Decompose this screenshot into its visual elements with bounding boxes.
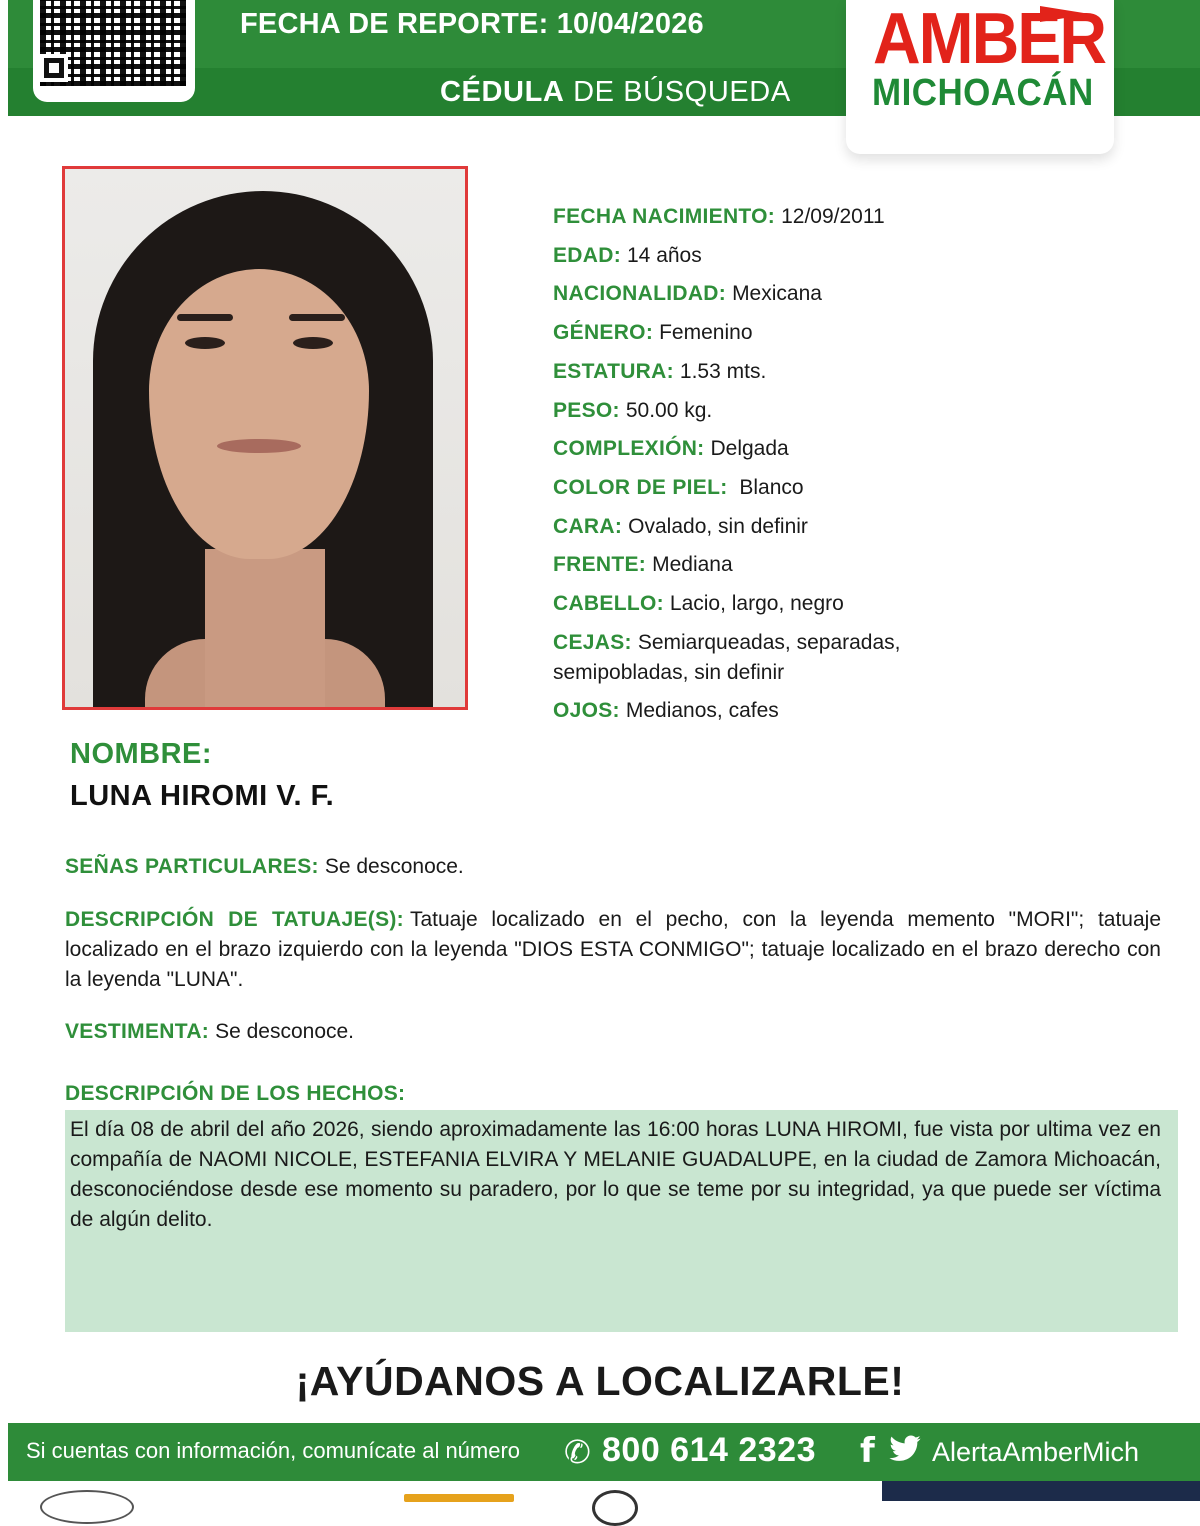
facts-description: El día 08 de abril del año 2026, siendo aproximadamente las 16:00 horas LUNA HIROMI, fue vista por ultima vez en compañía de NAOMI NICOLE, ESTEFANIA ELVIRA Y MELANIE GUADALUPE, en la ciudad de Zamora Michoacán, desconociéndose desde ese momento su paradero, por lo que se teme por su integridad, ya que puede ser víctima de algún delito. — [65, 1110, 1178, 1332]
detail-row: FRENTE: Mediana — [553, 553, 733, 577]
facts-label: DESCRIPCIÓN DE LOS HECHOS: — [65, 1082, 406, 1105]
detail-row: COLOR DE PIEL: Blanco — [553, 475, 804, 499]
detail-row: COMPLEXIÓN: Delgada — [553, 437, 789, 461]
detail-row: NACIONALIDAD: Mexicana — [553, 282, 822, 306]
cedula-title: CÉDULA DE BÚSQUEDA — [440, 76, 791, 108]
footer-info-text: Si cuentas con información, comunícate al número — [26, 1438, 521, 1463]
distinguishing-marks: SEÑAS PARTICULARES: Se desconoce. — [65, 855, 464, 878]
detail-row: PESO: 50.00 kg. — [553, 398, 713, 422]
amber-logo-flag-icon — [1040, 6, 1090, 22]
missing-person-photo — [62, 166, 468, 710]
qr-finder-pattern — [40, 54, 68, 82]
physical-details-list — [553, 198, 1173, 730]
detail-row: CABELLO: Lacio, largo, negro — [553, 592, 844, 616]
amber-logo-text: AMBER — [873, 0, 1105, 79]
twitter-icon[interactable] — [888, 1432, 922, 1466]
detail-row: CARA: Ovalado, sin definir — [553, 514, 808, 538]
name-label: NOMBRE: — [70, 738, 213, 770]
government-seal-logo — [40, 1490, 134, 1524]
michoacan-logo-text: MICHOACÁN — [872, 72, 1094, 114]
tattoo-description: DESCRIPCIÓN DE TATUAJE(S): Tatuaje localizado en el pecho, con la leyenda memento "MORI"; tatuaje localizado en el brazo izquierdo con la leyenda "DIOS ESTA CONMIGO"; tatuaje localizado en el brazo derecho con la leyenda "LUNA". — [65, 908, 1161, 991]
detail-row: GÉNERO: Femenino — [553, 321, 753, 345]
phone-number-link[interactable]: 800 614 2323 — [602, 1431, 816, 1469]
detail-row: FECHA NACIMIENTO: 12/09/2011 — [553, 205, 885, 228]
report-date: FECHA DE REPORTE: 10/04/2026 — [240, 8, 704, 40]
detail-row: OJOS: Medianos, cafes — [553, 698, 779, 722]
facebook-icon[interactable]: f — [860, 1431, 875, 1471]
footer-bar — [8, 1423, 1200, 1481]
phone-icon: ✆ — [564, 1434, 591, 1470]
detail-row: EDAD: 14 años — [553, 243, 702, 267]
clothing-description: VESTIMENTA: Se desconoce. — [65, 1020, 355, 1043]
name-value: LUNA HIROMI V. F. — [70, 780, 335, 812]
detail-row: CEJAS: Semiarqueadas, separadas, semipobladas, sin definir — [553, 630, 901, 684]
partner-banner-logo — [882, 1481, 1200, 1501]
detail-row: ESTATURA: 1.53 mts. — [553, 359, 767, 383]
partner-emblem-logo — [592, 1490, 638, 1526]
social-handle-link[interactable]: AlertaAmberMich — [932, 1437, 1140, 1467]
call-to-action: ¡AYÚDANOS A LOCALIZARLE! — [295, 1358, 905, 1404]
